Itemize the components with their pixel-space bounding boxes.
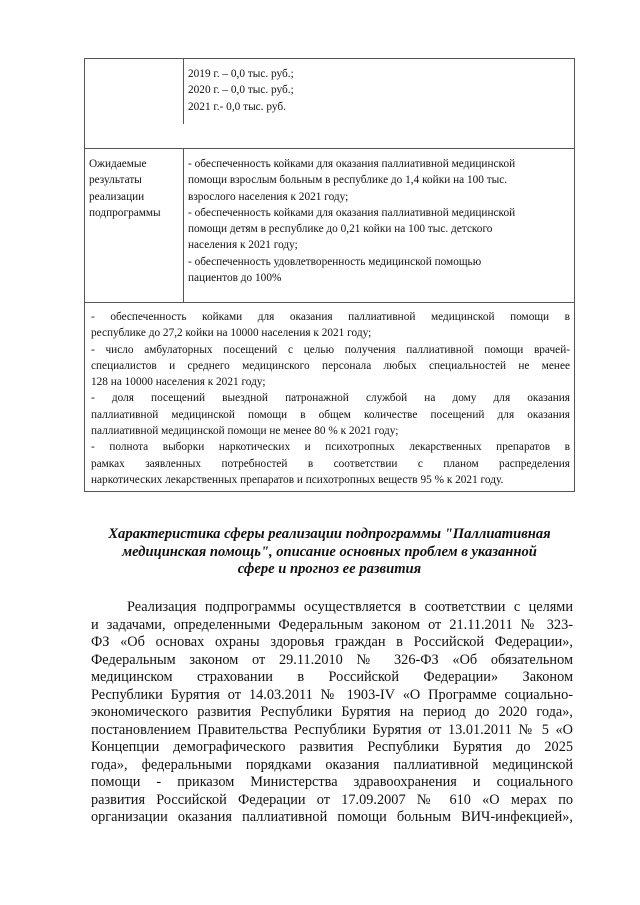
heading-line: сфере и прогноз ее развития (237, 561, 422, 577)
table-column-divider (183, 148, 184, 302)
result-line: - обеспеченность удовлетворенность медицинской помощью (188, 255, 482, 268)
paragraph-line: развития Российской Федерации от 17.09.2007 № 610 «О мерах по (91, 791, 573, 808)
result-line: - обеспеченность койками для оказания паллиативной медицинской (188, 158, 516, 170)
paragraph-line: ФЗ «Об основах охраны здоровья граждан в Российской Федерации», (91, 634, 573, 650)
paragraph-line: экономического развития Республики Бурятия на период до 2020 года», (91, 704, 573, 720)
result-line: взрослого населения к 2021 году; (188, 190, 349, 203)
result-line: - доля посещений выездной патронажной службой на дому для оказания (91, 392, 570, 405)
result-line: помощи взрослым больным в республике до 1,4 койки на 100 тыс. (188, 174, 508, 187)
financing-cell (188, 66, 294, 115)
result-line: рамках заявленных потребностей в соответствии с планом распределения (91, 457, 570, 470)
result-line: пациентов до 100% (188, 272, 282, 285)
label-line: реализации (89, 190, 145, 203)
result-line: - число амбулаторных посещений с целью получения паллиативной помощи врачей- (91, 343, 570, 356)
subprogram-table (84, 58, 575, 492)
body-paragraph (91, 599, 573, 827)
heading-line: медицинская помощь", описание основных проблем в указанной (122, 543, 537, 560)
result-line: - обеспеченность койками для оказания паллиативной медицинской помощи в (91, 311, 570, 323)
table-column-divider-top (183, 59, 184, 124)
paragraph-line: медицинском страховании в Российской Федерации» Законом (91, 669, 573, 685)
paragraph-line: помощи - приказом Министерства здравоохранения и социального (91, 774, 573, 790)
result-line: республике до 27,2 койки на 10000 населения к 2021 году; (91, 327, 372, 340)
label-line: Ожидаемые (89, 158, 147, 170)
result-line: специалистов и среднего медицинского персонала любых специальностей не менее (91, 359, 570, 372)
result-line: наркотических лекарственных препаратов и психотропных веществ 95 % к 2021 году. (91, 473, 504, 486)
paragraph-line: Реализация подпрограммы осуществляется в соответствии с целями (127, 599, 573, 615)
result-line: - обеспеченность койками для оказания паллиативной медицинской (188, 206, 516, 219)
paragraph-line: организации оказания паллиативной помощи больным ВИЧ-инфекцией», (91, 809, 573, 825)
paragraph-line: Концепции демографического развития Республики Бурятия до 2025 (91, 739, 573, 755)
expected-results-cell (188, 156, 515, 286)
financing-line: 2019 г. – 0,0 тыс. руб.; (188, 68, 294, 80)
heading-line: Характеристика сферы реализации подпрограммы "Паллиативная (108, 526, 551, 542)
paragraph-line: года», федеральными порядками оказания паллиативной медицинской (91, 756, 573, 773)
full-width-results-cell (91, 309, 570, 488)
result-line: населения к 2021 году; (188, 239, 298, 252)
result-line: 128 на 10000 населения к 2021 году; (91, 376, 266, 389)
label-line: результаты (89, 174, 142, 187)
paragraph-line: Республики Бурятия от 14.03.2011 № 1903-IV «О Программе социально- (91, 686, 573, 703)
table-row-divider (85, 302, 574, 303)
section-heading (84, 526, 575, 579)
result-line: паллиативной медицинской помощи в общем количестве посещений для оказания (91, 408, 570, 421)
paragraph-line: Федеральным законом от 29.11.2010 № 326-ФЗ «Об обязательном (91, 651, 573, 668)
label-line: подпрограммы (89, 206, 161, 219)
result-line: паллиативной медицинской помощи не менее 80 % к 2021 году; (91, 425, 399, 438)
financing-line: 2021 г.- 0,0 тыс. руб. (188, 100, 286, 113)
financing-line: 2020 г. – 0,0 тыс. руб.; (188, 84, 294, 97)
table-row-divider (85, 148, 574, 149)
paragraph-line: и задачами, определенными Федеральным законом от 21.11.2011 № 323- (91, 616, 573, 633)
paragraph-line: постановлением Правительства Республики Бурятия от 13.01.2011 № 5 «О (91, 721, 573, 738)
result-line: - полнота выборки наркотических и психотропных лекарственных препаратов в (91, 441, 570, 454)
expected-results-label (89, 156, 161, 221)
result-line: помощи детям в республике до 0,21 койки на 100 тыс. детского (188, 223, 493, 236)
